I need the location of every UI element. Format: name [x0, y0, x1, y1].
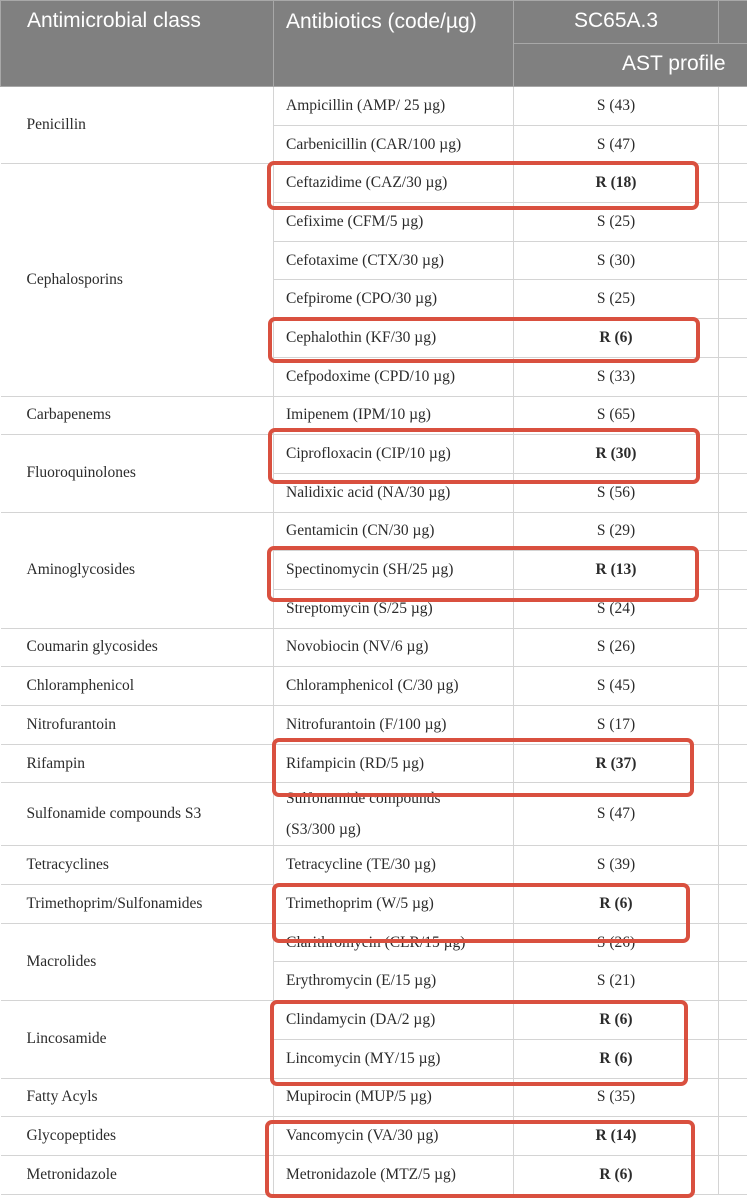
result-cell: R (6): [514, 319, 719, 358]
result-cell: R (6): [514, 1039, 719, 1078]
table-row: [1, 164, 747, 203]
empty-cell: [719, 551, 747, 590]
empty-cell: [719, 589, 747, 628]
result-cell: S (25): [514, 280, 719, 319]
result-cell: S (21): [514, 962, 719, 1001]
class-cell: Rifampin: [1, 744, 274, 783]
empty-cell: [719, 396, 747, 435]
table-row: [1, 1001, 747, 1040]
antibiotic-cell: Erythromycin (E/15 µg): [274, 962, 514, 1001]
antibiotic-cell: Clarithromycin (CLR/15 µg): [274, 923, 514, 962]
result-cell: S (26): [514, 628, 719, 667]
antibiotic-cell: Streptomycin (S/25 µg): [274, 589, 514, 628]
class-cell: Carbapenems: [1, 396, 274, 435]
antibiotic-cell: Tetracycline (TE/30 µg): [274, 846, 514, 885]
empty-cell: [719, 1155, 747, 1194]
empty-cell: [719, 203, 747, 242]
empty-cell: [719, 962, 747, 1001]
class-cell: Glycopeptides: [1, 1117, 274, 1156]
empty-cell: [719, 923, 747, 962]
class-cell: Coumarin glycosides: [1, 628, 274, 667]
empty-cell: [719, 280, 747, 319]
class-cell: Penicillin: [1, 87, 274, 164]
result-cell: R (37): [514, 744, 719, 783]
antibiotic-cell: Spectinomycin (SH/25 µg): [274, 551, 514, 590]
antibiotic-cell: Sulfonamide compounds (S3/300 µg): [274, 783, 514, 846]
empty-cell: [719, 706, 747, 745]
class-cell: Fluoroquinolones: [1, 435, 274, 512]
result-cell: S (35): [514, 1078, 719, 1117]
antibiotic-cell: Gentamicin (CN/30 µg): [274, 512, 514, 551]
antibiotic-cell: Mupirocin (MUP/5 µg): [274, 1078, 514, 1117]
result-cell: S (30): [514, 241, 719, 280]
antibiotic-cell: Cefpodoxime (CPD/10 µg): [274, 357, 514, 396]
empty-cell: [719, 1039, 747, 1078]
antibiotic-cell: Rifampicin (RD/5 µg): [274, 744, 514, 783]
table-row: [1, 744, 747, 783]
class-cell: Tetracyclines: [1, 846, 274, 885]
empty-cell: [719, 1001, 747, 1040]
result-cell: R (6): [514, 1155, 719, 1194]
table-row: [1, 1117, 747, 1156]
antibiotic-cell: Imipenem (IPM/10 µg): [274, 396, 514, 435]
result-cell: R (6): [514, 885, 719, 924]
result-cell: S (33): [514, 357, 719, 396]
header-antibiotics: Antibiotics (code/µg): [274, 1, 514, 87]
antibiotic-cell: Vancomycin (VA/30 µg): [274, 1117, 514, 1156]
class-cell: Macrolides: [1, 923, 274, 1000]
empty-cell: [719, 885, 747, 924]
empty-cell: [719, 1078, 747, 1117]
empty-cell: [719, 667, 747, 706]
empty-cell: [719, 164, 747, 203]
antibiotic-cell: Chloramphenicol (C/30 µg): [274, 667, 514, 706]
antibiotic-cell: Ciprofloxacin (CIP/10 µg): [274, 435, 514, 474]
antibiotic-cell: Cefotaxime (CTX/30 µg): [274, 241, 514, 280]
empty-cell: [719, 744, 747, 783]
antibiotic-cell: Ampicillin (AMP/ 25 µg): [274, 87, 514, 126]
result-cell: R (18): [514, 164, 719, 203]
table-row: [1, 396, 747, 435]
result-cell: S (39): [514, 846, 719, 885]
empty-cell: [719, 435, 747, 474]
result-cell: R (13): [514, 551, 719, 590]
class-cell: Metronidazole: [1, 1155, 274, 1194]
table-row: [1, 87, 747, 126]
table-row: [1, 706, 747, 745]
antibiotic-cell: Ceftazidime (CAZ/30 µg): [274, 164, 514, 203]
result-cell: S (43): [514, 87, 719, 126]
empty-cell: [719, 241, 747, 280]
result-cell: R (14): [514, 1117, 719, 1156]
class-cell: Nitrofurantoin: [1, 706, 274, 745]
header-ast-profile: AST profile: [514, 44, 747, 87]
result-cell: S (25): [514, 203, 719, 242]
result-cell: S (29): [514, 512, 719, 551]
empty-cell: [719, 628, 747, 667]
result-cell: S (26): [514, 923, 719, 962]
antibiotic-cell: Metronidazole (MTZ/5 µg): [274, 1155, 514, 1194]
table-row: [1, 783, 747, 846]
class-cell: Trimethoprim/Sulfonamides: [1, 885, 274, 924]
antibiotic-cell: Cefixime (CFM/5 µg): [274, 203, 514, 242]
result-cell: S (45): [514, 667, 719, 706]
result-cell: S (56): [514, 473, 719, 512]
result-cell: S (17): [514, 706, 719, 745]
empty-cell: [719, 125, 747, 164]
table-row: [1, 923, 747, 962]
antibiotic-cell: Novobiocin (NV/6 µg): [274, 628, 514, 667]
class-cell: Sulfonamide compounds S3: [1, 783, 274, 846]
table-row: [1, 667, 747, 706]
table-row: [1, 435, 747, 474]
empty-cell: [719, 783, 747, 846]
header-antimicrobial-class: Antimicrobial class: [1, 1, 274, 87]
empty-cell: [719, 512, 747, 551]
antibiotic-cell: Cephalothin (KF/30 µg): [274, 319, 514, 358]
class-cell: Chloramphenicol: [1, 667, 274, 706]
header-strain: SC65A.3: [514, 1, 719, 44]
antibiotic-cell: Clindamycin (DA/2 µg): [274, 1001, 514, 1040]
result-cell: R (30): [514, 435, 719, 474]
table-row: [1, 1155, 747, 1194]
table-row: [1, 512, 747, 551]
antibiotic-cell: Nalidixic acid (NA/30 µg): [274, 473, 514, 512]
antibiotic-cell: Lincomycin (MY/15 µg): [274, 1039, 514, 1078]
empty-cell: [719, 319, 747, 358]
empty-cell: [719, 87, 747, 126]
result-cell: S (24): [514, 589, 719, 628]
class-cell: Fatty Acyls: [1, 1078, 274, 1117]
table-row: [1, 846, 747, 885]
table-row: [1, 885, 747, 924]
result-cell: S (47): [514, 125, 719, 164]
class-cell: Cephalosporins: [1, 164, 274, 396]
antibiotic-cell: Nitrofurantoin (F/100 µg): [274, 706, 514, 745]
result-cell: S (47): [514, 783, 719, 846]
table-header: [1, 1, 747, 87]
antibiotic-cell: Carbenicillin (CAR/100 µg): [274, 125, 514, 164]
antibiotic-cell: Trimethoprim (W/5 µg): [274, 885, 514, 924]
table-body: [1, 87, 747, 1195]
class-cell: Lincosamide: [1, 1001, 274, 1078]
table-row: [1, 1078, 747, 1117]
empty-cell: [719, 357, 747, 396]
result-cell: R (6): [514, 1001, 719, 1040]
empty-cell: [719, 1117, 747, 1156]
result-cell: S (65): [514, 396, 719, 435]
empty-cell: [719, 473, 747, 512]
class-cell: Aminoglycosides: [1, 512, 274, 628]
table-row: [1, 628, 747, 667]
header-strain-extra: [719, 1, 747, 44]
empty-cell: [719, 846, 747, 885]
antibiotic-cell: Cefpirome (CPO/30 µg): [274, 280, 514, 319]
